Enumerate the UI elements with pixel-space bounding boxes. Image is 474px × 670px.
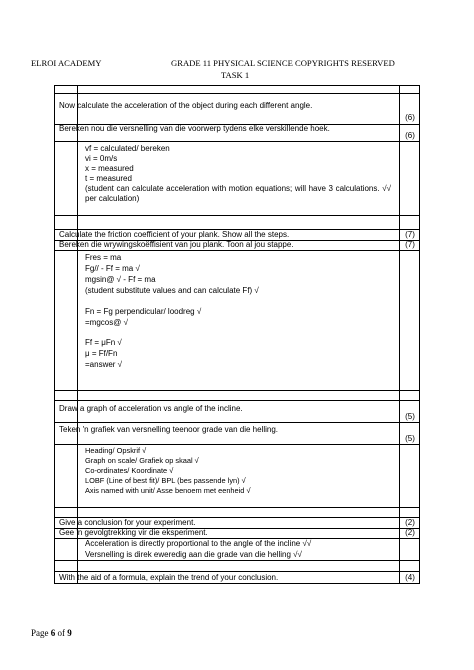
memo-table	[54, 85, 420, 584]
mark-q2-en: (7)	[405, 230, 415, 239]
question-4-en: Give a conclusion for your experiment.	[59, 518, 196, 527]
q1-answer-line: t = measured	[85, 174, 132, 183]
mark-q3-af: (5)	[405, 434, 415, 443]
q2-answer-line: =mgcos@ √	[85, 318, 128, 327]
mark-q4-af: (2)	[405, 528, 415, 537]
q2-answer-line: μ = Ff/Fn	[85, 349, 118, 358]
col-divider-marks	[399, 86, 400, 583]
mark-q2-af: (7)	[405, 240, 415, 249]
mark-q4-en: (2)	[405, 518, 415, 527]
page-number: Page 6 of 9	[31, 628, 72, 638]
question-3-en: Draw a graph of acceleration vs angle of the incline.	[59, 404, 243, 413]
mark-q1-en: (6)	[405, 113, 415, 122]
task-title: TASK 1	[221, 70, 250, 80]
mark-q5-en: (4)	[405, 573, 415, 582]
q2-answer-line: Fg// - Ff = ma √	[85, 264, 140, 273]
q2-answer-line: (student substitute values and can calculate Ff) √	[85, 286, 259, 295]
question-1-af: Bereken nou die versnelling van die voorwerp tydens elke verskillende hoek.	[59, 124, 330, 133]
q1-answer-note: (student can calculate acceleration with motion equations; will have 3 calculations. √√ per calculation)	[85, 184, 391, 203]
question-2-af: Bereken die wrywingskoëffisient van jou plank. Toon al jou stappe.	[59, 240, 294, 249]
col-divider-left	[77, 86, 78, 583]
school-name: ELROI ACADEMY	[31, 58, 102, 68]
mark-q1-af: (6)	[405, 131, 415, 140]
q3-answer-line: Graph on scale/ Grafiek op skaal √	[85, 456, 199, 465]
q2-answer-line: Fres = ma	[85, 253, 122, 262]
q2-answer-line: =answer √	[85, 360, 123, 369]
q1-answer-line: vi = 0m/s	[85, 154, 118, 163]
q3-answer-line: Heading/ Opskrif √	[85, 446, 147, 455]
question-1-en: Now calculate the acceleration of the object during each different angle.	[59, 101, 313, 110]
question-2-en: Calculate the friction coefficient of your plank. Show all the steps.	[59, 230, 290, 239]
q4-answer-line: Acceleration is directly proportional to the angle of the incline √√	[85, 539, 312, 548]
q1-answer-line: vf = calculated/ bereken	[85, 144, 170, 153]
q1-answer-line: x = measured	[85, 164, 134, 173]
q4-answer-line: Versnelling is direk eweredig aan die grade van die helling √√	[85, 550, 302, 559]
question-3-af: Teken 'n grafiek van versnelling teenoor grade van die helling.	[59, 425, 278, 434]
question-5-en: With the aid of a formula, explain the trend of your conclusion.	[59, 573, 279, 582]
q3-answer-line: Co-ordinates/ Koordinate √	[85, 466, 174, 475]
q2-answer-line: Ff = μFn √	[85, 338, 122, 347]
mark-q3-en: (5)	[405, 412, 415, 421]
subject-title: GRADE 11 PHYSICAL SCIENCE COPYRIGHTS RESERVED	[171, 58, 395, 68]
q3-answer-line: LOBF (Line of best fit)/ BPL (bes passende lyn) √	[85, 476, 246, 485]
question-4-af: Gee 'n gevolgtrekking vir die eksperiment.	[59, 528, 208, 537]
q2-answer-line: mgsin@ √ - Ff = ma	[85, 275, 156, 284]
q3-answer-line: Axis named with unit/ Asse benoem met eenheid √	[85, 486, 251, 495]
q2-answer-line: Fn = Fg perpendicular/ loodreg √	[85, 307, 202, 316]
